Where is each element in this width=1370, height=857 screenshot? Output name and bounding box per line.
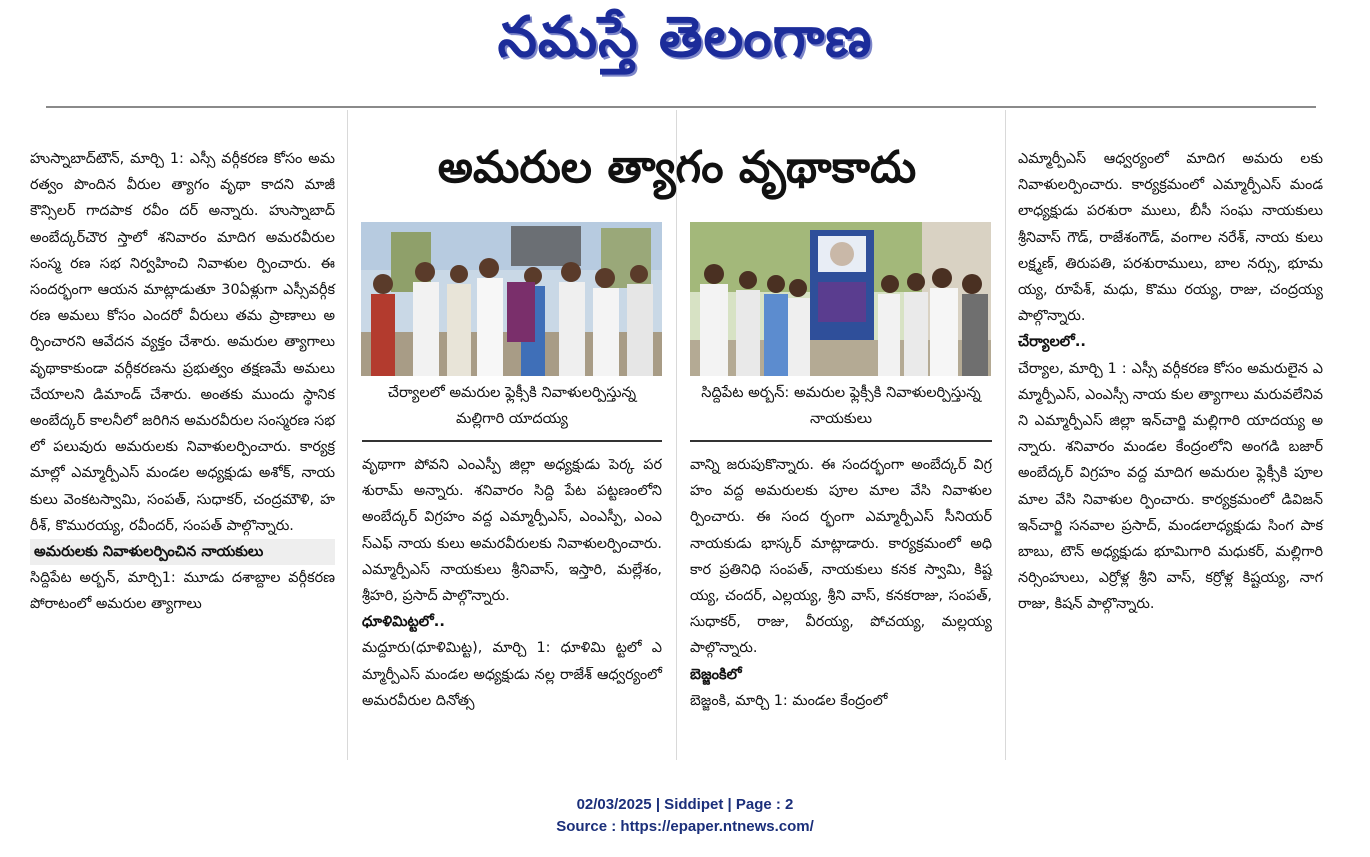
article-subhead: చేర్యాలలో.. <box>1018 333 1086 351</box>
article-paragraph: మద్దూరు(ధూళిమిట్ట), మార్చి 1: ధూళిమి ట్టలో ఎమ్మార్పీఎస్‌ మండల అధ్యక్షుడు నల్ల రాజేశ్‌ ఆధ్వర్యంలో అమరవీరుల దినోత్స <box>362 640 662 709</box>
photo-caption: చేర్యాలలో అమరుల ఫ్లెక్సీకి నివాళులర్పిస్తున్న మల్లిగారి యాదయ్య <box>362 380 662 442</box>
footer-date-line: 02/03/2025 | Siddipet | Page : 2 <box>576 796 794 813</box>
article-subhead: ధూళిమిట్టలో.. <box>362 613 445 631</box>
column-divider <box>676 110 677 760</box>
article-paragraph: చేర్యాల, మార్చి 1 : ఎస్సీ వర్గీకరణ కోసం అమరులైన ఎమ్మార్పీఎస్‌, ఎంఎస్సీ నాయ కుల త్యాగాలు మరువలేనివని ఎమ్మార్పీఎస్‌ జిల్లా ఇన్‌చార్జి మల్లిగారి యాదయ్య అన్నారు. శనివారం మండల కేంద్రంలోని అంగడి బజార్‌ అంబేద్కర్‌ విగ్రహం వద్ద మాదిగ అమరుల ఫ్లెక్సీకి పూలమాల వేసి నివాళుల ర్పించారు. కార్యక్రమంలో డివిజన్‌ ఇన్‌చార్జి సనవాల ప్రసాద్‌, మండలాధ్యక్షుడు సింగ పాక బాబు, టౌన్‌ అధ్యక్షుడు భూమిగారి మధుకర్‌, మల్లిగారి నర్సింహులు, ఎర్రోళ్ల శ్రీని వాస్‌, కర్రోళ్ల కిష్టయ్య, నాగరాజు, కిషన్‌ పాల్గొన్నారు. <box>1018 360 1323 613</box>
article-paragraph: వృథాగా పోవని ఎంఎస్పీ జిల్లా అధ్యక్షుడు పెర్క పరశురామ్‌ అన్నారు. శనివారం సిద్ది పేట పట్టణంలోని అంబేద్కర్‌ విగ్రహం వద్ద ఎమ్మార్పీఎస్‌, ఎంఎస్పీ, ఎంఎస్‌ఎఫ్‌ నాయ కులు అమరవీరులకు నివాళులర్పించారు. ఎమ్మార్పీఎస్‌ నాయకులు శ్రీనివాస్‌, ఇస్తారి, మల్లేశం, శ్రీహరి, ప్రసాద్‌ పాల్గొన్నారు. <box>362 457 662 605</box>
article-headline: అమరుల త్యాగం వృథాకాదు <box>437 142 917 193</box>
article-paragraph: వాన్ని జరుపుకొన్నారు. ఈ సందర్భంగా అంబేద్కర్‌ విగ్రహం వద్ద అమరులకు పూల మాల వేసి నివాళులర్పించారు. ఈ సంద ర్భంగా ఎమ్మార్పీఎస్‌ సీనియర్‌ నాయకుడు భాస్కర్‌ మాట్లాడారు. కార్యక్రమంలో అధి కార ప్రతినిధి సంపత్‌, నాయకులు కనక స్వామి, కిష్టయ్య, చందర్‌, ఎల్లయ్య, శ్రీని వాస్‌, కనకరాజు, సంపత్‌, సుధాకర్‌, రాజు, వీరయ్య, పోచయ్య, మల్లయ్య పాల్గొన్నారు. <box>690 457 992 657</box>
news-photo-tribute-cheryal <box>361 222 662 376</box>
article-paragraph: సిద్దిపేట అర్బన్‌, మార్చి1: మూడు దశాబ్దాల వర్గీకరణ పోరాటంలో అమరుల త్యాగాలు <box>30 570 335 613</box>
photo-caption: సిద్దిపేట అర్బన్‌: అమరుల ఫ్లెక్సీకి నివాళులర్పిస్తున్న నాయకులు <box>690 380 992 442</box>
masthead-logo: నమస్తే తెలంగాణ <box>497 4 873 70</box>
article-paragraph: బెజ్జంకి, మార్చి 1: మండల కేంద్రంలో <box>690 692 888 709</box>
column-divider <box>347 110 348 760</box>
article-subhead: బెజ్జంకిలో <box>690 665 742 683</box>
article-column-1 <box>30 146 335 618</box>
header-rule <box>46 106 1316 108</box>
article-column-3 <box>690 452 992 714</box>
news-photo-tribute-siddipet <box>690 222 991 376</box>
article-column-4 <box>1018 146 1323 618</box>
article-subhead: అమరులకు నివాళులర్పించిన నాయకులు <box>30 539 335 565</box>
article-paragraph: హుస్నాబాద్‌టౌన్‌, మార్చి 1: ఎస్సీ వర్గీకరణ కోసం అమరత్వం పొందిన వీరుల త్యాగం వృథా కాదని మాజీ కౌన్సిలర్‌ గాదపాక రవీం దర్‌ అన్నారు. హుస్నాబాద్‌ అంబేద్కర్‌చౌర స్తాలో శనివారం మాదిగ అమరవీరుల సంస్మ రణ సభ నిర్వహించి నివాళుల ర్పించారు. ఈ సందర్భంగా ఆయన మాట్లాడుతూ 30ఏళ్లుగా ఎస్సీవర్గీకరణ అమలు కోసం ఎందరో వీరులు తమ ప్రాణాలు అర్పించారని ఆవేదన వ్యక్తం చేశారు. అమరుల త్యాగాలు వృథాకాకుండా వర్గీకరణను ప్రభుత్వం తక్షణమే అమలు చేయాలని డిమాండ్‌ చేశారు. అంతకు ముందు స్థానిక అంబేద్కర్‌ కాలనీలో జరిగిన అమరవీరుల సంస్మరణ సభలో పలువురు అమరులకు నివాళులర్పించారు. కార్యక్ర మాల్లో ఎమ్మార్పీఎస్‌ మండల అధ్యక్షుడు అశోక్‌, నాయకులు వెంకటస్వామి, సంపత్‌, సుధాకర్‌, చంద్రమౌళి, హరీశ్‌, కొమురయ్య, రవీందర్‌, సంపత్‌ పాల్గొన్నారు. <box>30 151 335 534</box>
column-divider <box>1005 110 1006 760</box>
footer-source-link[interactable]: Source : https://epaper.ntnews.com/ <box>556 818 814 835</box>
article-paragraph: ఎమ్మార్పీఎస్‌ ఆధ్వర్యంలో మాదిగ అమరు లకు నివాళులర్పించారు. కార్యక్రమంలో ఎమ్మార్పీఎస్‌ మండలాధ్యక్షుడు పరశురా ములు, బీసీ సంఘ నాయకులు శ్రీనివాస్‌ గౌడ్‌, రాజేశంగౌడ్‌, వంగాల నరేశ్‌, నాయ కులు లక్ష్మణ్‌, తిరుపతి, పరశురాములు, బాల నర్సు, భూమయ్య, రూపేశ్‌, మధు, కొము రయ్య, రాజు, చంద్రయ్య పాల్గొన్నారు. <box>1018 151 1323 325</box>
article-column-2 <box>362 452 662 714</box>
